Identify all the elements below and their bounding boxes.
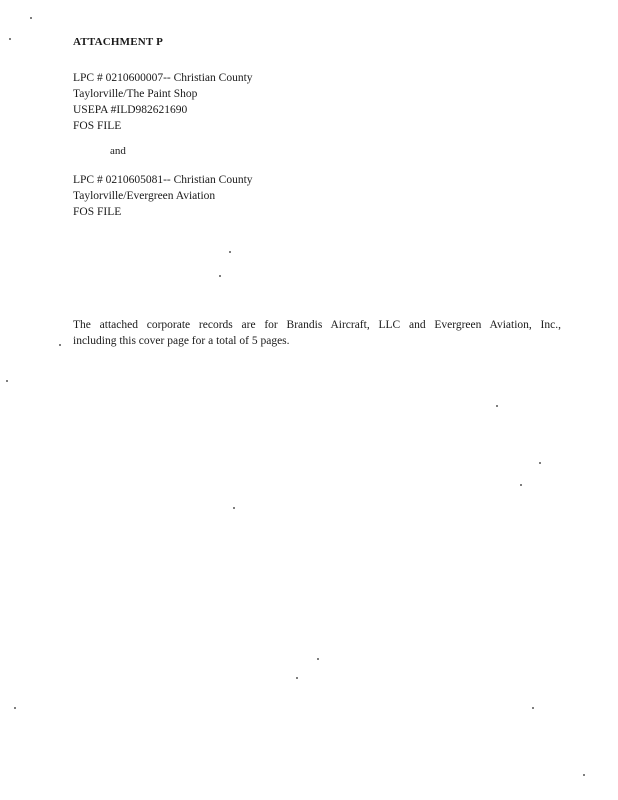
scan-speck	[6, 380, 8, 382]
record-one-block	[73, 70, 253, 134]
scan-speck	[219, 275, 221, 277]
scan-speck	[30, 17, 32, 19]
scan-speck	[233, 507, 235, 509]
record-two-block	[73, 172, 253, 220]
record-one-file: FOS FILE	[73, 120, 122, 132]
scan-speck	[296, 677, 298, 679]
scan-speck	[14, 707, 16, 709]
body-line-2: including this cover page for a total of 5 pages.	[73, 335, 290, 347]
scan-speck	[539, 462, 541, 464]
scan-speck	[496, 405, 498, 407]
record-one-usepa: USEPA #ILD982621690	[73, 104, 188, 116]
scan-speck	[532, 707, 534, 709]
scan-speck	[583, 774, 585, 776]
record-one-lpc: LPC # 0210600007-- Christian County	[73, 72, 253, 84]
conjunction-text: and	[110, 145, 126, 157]
body-paragraph	[73, 317, 561, 349]
record-two-site: Taylorville/Evergreen Aviation	[73, 190, 216, 202]
record-one-site: Taylorville/The Paint Shop	[73, 88, 198, 100]
body-line-1: The attached corporate records are for Brandis Aircraft, LLC and Evergreen Aviation, Inc.,	[73, 319, 561, 331]
scan-speck	[59, 344, 61, 346]
scan-speck	[229, 251, 231, 253]
attachment-heading: ATTACHMENT P	[73, 36, 164, 48]
scan-speck	[9, 38, 11, 40]
record-two-lpc: LPC # 0210605081-- Christian County	[73, 174, 253, 186]
record-two-file: FOS FILE	[73, 206, 122, 218]
scan-speck	[317, 658, 319, 660]
scan-speck	[520, 484, 522, 486]
